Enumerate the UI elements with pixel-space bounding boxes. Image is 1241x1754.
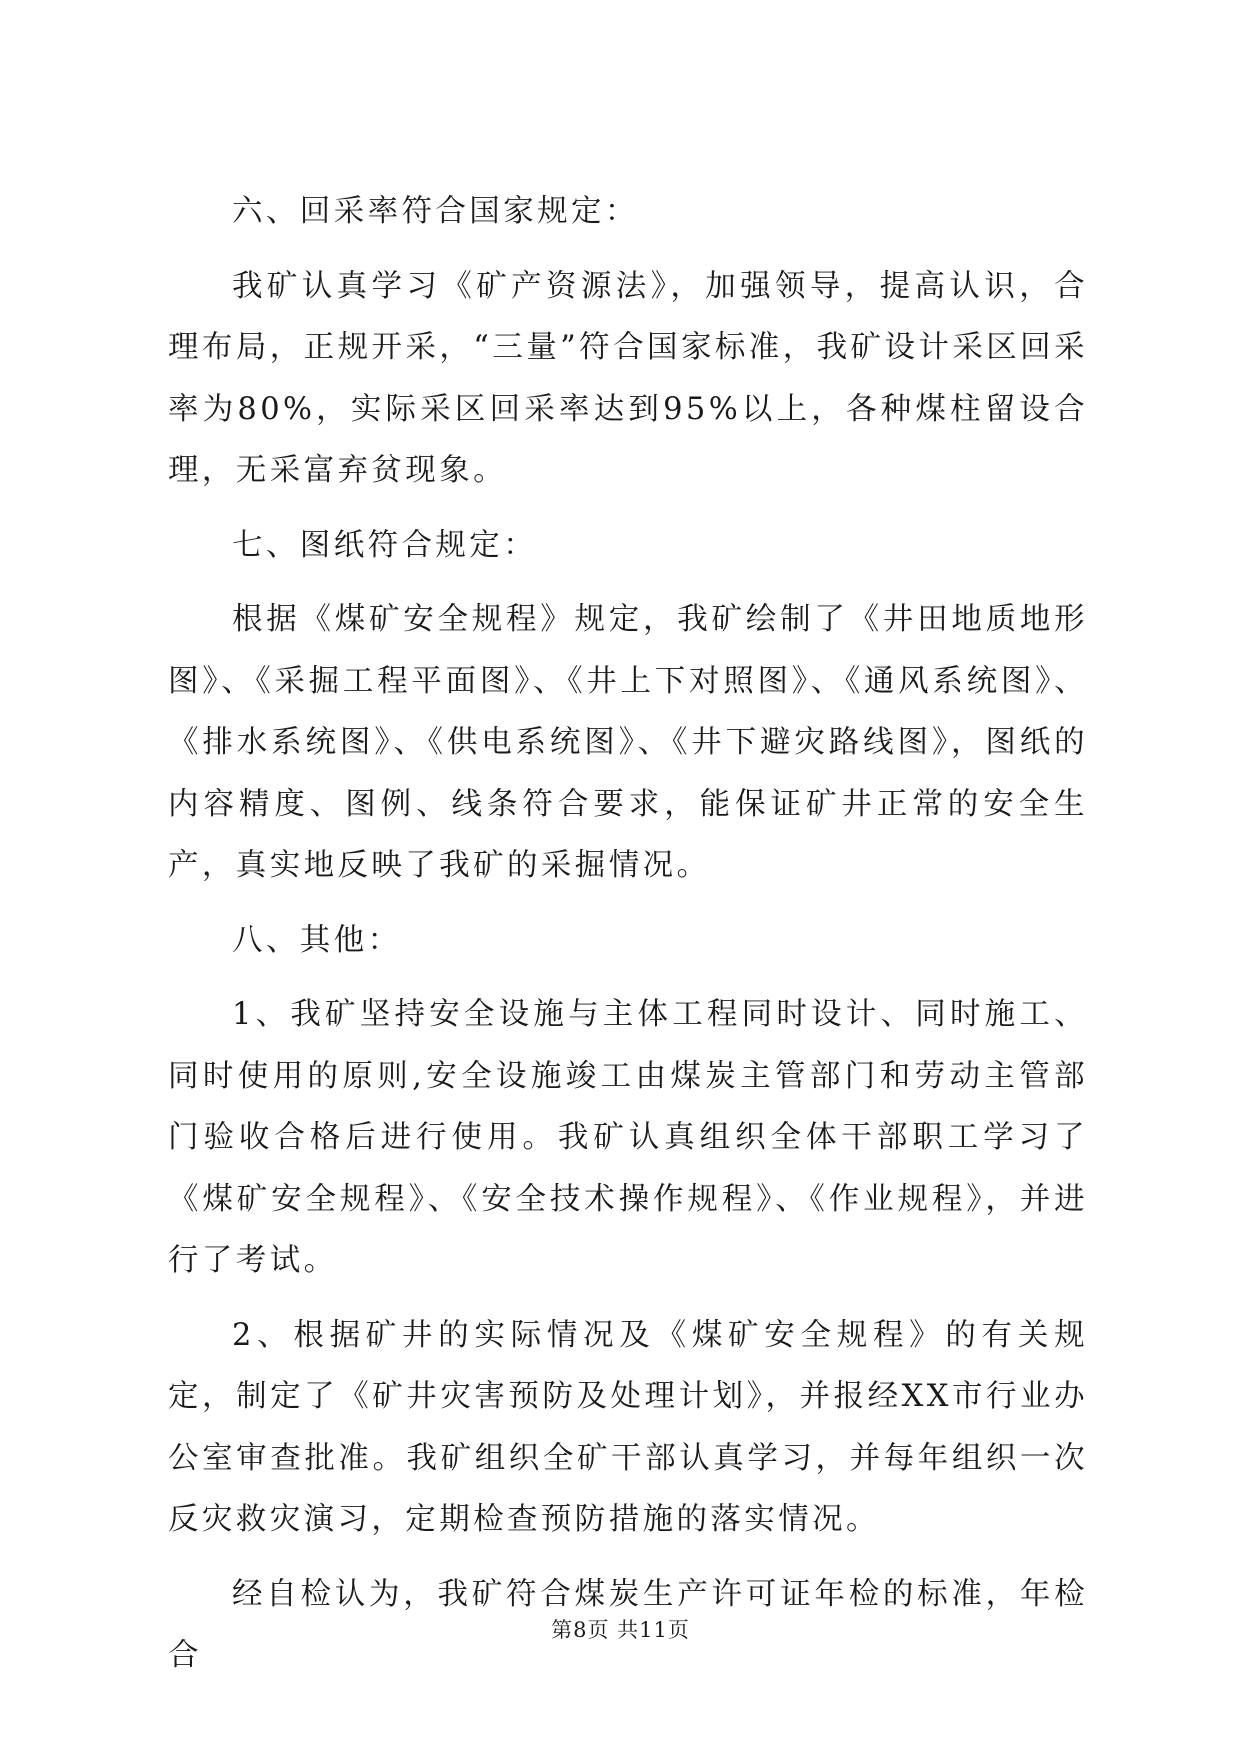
document-body: [168, 181, 1088, 1700]
section-7-heading: 七、图纸符合规定：: [232, 527, 538, 563]
conclusion-paragraph: 经自检认为，我矿符合煤炭生产许可证年检的标准，年检合: [168, 1576, 1088, 1673]
section-6-heading: 六、回采率符合国家规定：: [232, 194, 639, 229]
section-7-paragraph: 根据《煤矿安全规程》规定，我矿绘制了《井田地质地形图》、《采掘工程平面图》、《井上下对照图》、《通风系统图》、《排水系统图》、《供电系统图》、《井下避灾路线图》，图纸的内容精度、图例、线条符合要求，能保证矿井正常的安全生产，真实地反映了我矿的采掘情况。: [168, 602, 1088, 883]
section-8-heading: 八、其他：: [232, 922, 402, 958]
page-number-footer: 第8页 共11页: [551, 1618, 690, 1642]
section-6-paragraph: 我矿认真学习《矿产资源法》，加强领导，提高认识，合理布局，正规开采，“三量”符合国家标准，我矿设计采区回采率为80%，实际采区回采率达到95%以上，各种煤柱留设合理，无采富弃贫现象。: [168, 268, 1088, 488]
section-8-item-2: 2、根据矿井的实际情况及《煤矿安全规程》的有关规定，制定了《矿井灾害预防及处理计划》，并报经XX市行业办公室审查批准。我矿组织全矿干部认真学习，并每年组织一次反灾救灾演习，定期检查预防措施的落实情况。: [168, 1317, 1088, 1537]
section-8-item-1: 1、我矿坚持安全设施与主体工程同时设计、同时施工、同时使用的原则,安全设施竣工由煤炭主管部门和劳动主管部门验收合格后进行使用。我矿认真组织全体干部职工学习了《煤矿安全规程》、《安全技术操作规程》、《作业规程》，并进行了考试。: [168, 997, 1088, 1278]
